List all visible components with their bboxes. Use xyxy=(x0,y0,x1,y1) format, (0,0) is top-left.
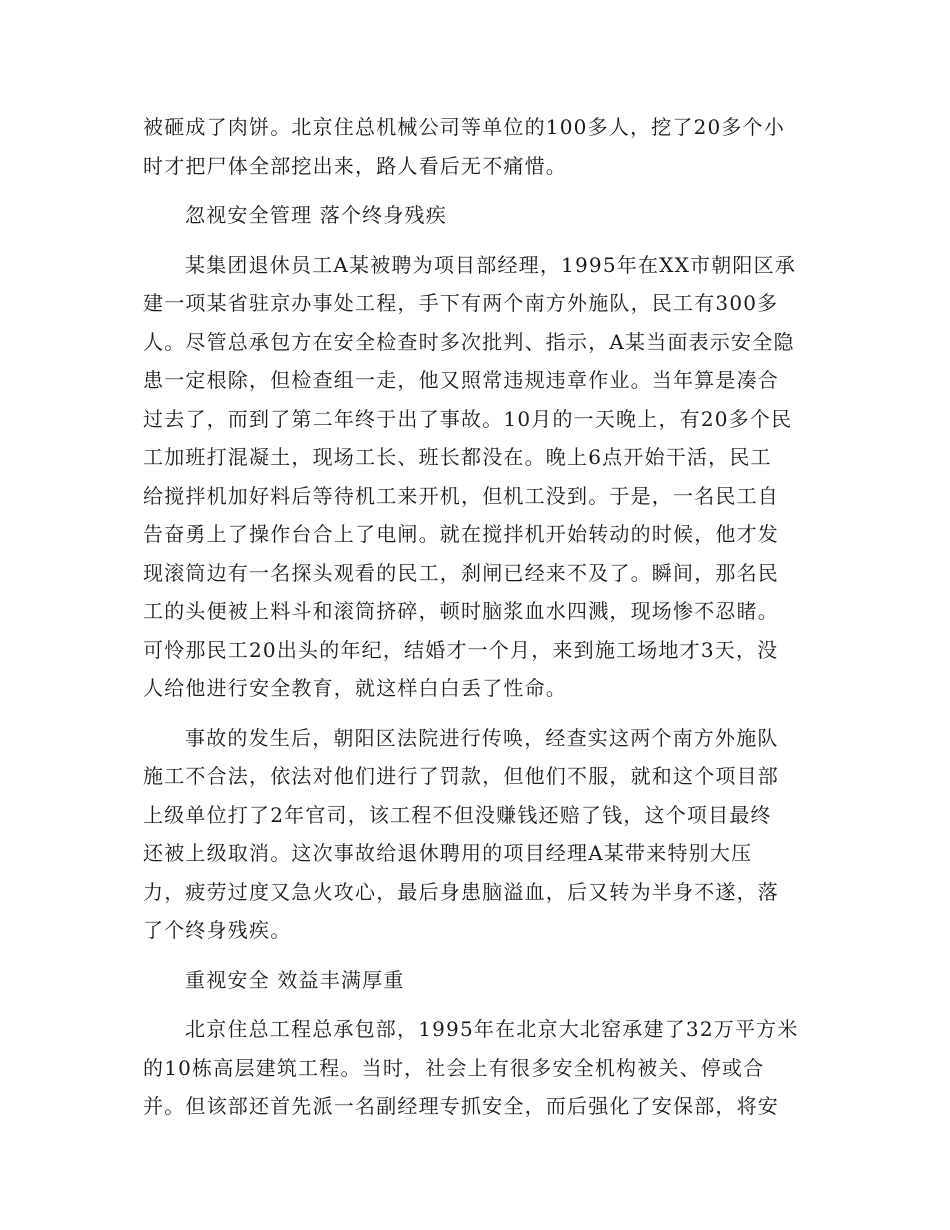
text-line: 建一项某省驻京办事处工程，手下有两个南方外施队，民工有300多 xyxy=(143,291,779,315)
text-line: 告奋勇上了操作台合上了电闸。就在搅拌机开始转动的时候，他才发 xyxy=(143,522,779,546)
text-line: 事故的发生后，朝阳区法院进行传唤，经查实这两个南方外施队 xyxy=(185,725,779,750)
paragraph-court-aftermath xyxy=(143,719,809,950)
text-line: 的10栋高层建筑工程。当时，社会上有很多安全机构被关、停或合 xyxy=(143,1055,765,1080)
text-line: 了个终身残疾。 xyxy=(143,918,292,942)
text-line: 给搅拌机加好料后等待机工来开机，但机工没到。于是，一名民工自 xyxy=(143,483,779,508)
heading-text: 忽视安全管理 落个终身残疾 xyxy=(185,203,447,227)
paragraph-accident-continuation xyxy=(143,108,809,185)
text-line: 人给他进行安全教育，就这样白白丢了性命。 xyxy=(143,676,567,700)
text-line: 时才把尸体全部挖出来，路人看后无不痛惜。 xyxy=(143,153,567,178)
text-line: 人。尽管总承包方在安全检查时多次批判、指示，A某当面表示安全隐 xyxy=(143,329,795,354)
text-line: 被砸成了肉饼。北京住总机械公司等单位的100多人，挖了20多个小 xyxy=(143,115,786,139)
text-line: 上级单位打了2年官司，该工程不但没赚钱还赔了钱，这个项目最终 xyxy=(143,802,772,827)
text-line: 患一定根除，但检查组一走，他又照常违规违章作业。当年算是凑合 xyxy=(143,368,779,392)
heading-text: 重视安全 效益丰满厚重 xyxy=(185,967,405,992)
section-heading-value-safety xyxy=(143,961,809,1000)
text-line: 施工不合法，依法对他们进行了罚款，但他们不服，就和这个项目部 xyxy=(143,764,779,788)
paragraph-mixer-accident xyxy=(143,246,809,708)
text-line: 过去了，而到了第二年终于出了事故。10月的一天晚上，有20多个民 xyxy=(143,406,793,431)
text-line: 工的头便被上料斗和滚筒挤碎，顿时脑浆血水四溅，现场惨不忍睹。 xyxy=(143,599,779,623)
text-line: 并。但该部还首先派一名副经理专抓安全，而后强化了安保部，将安 xyxy=(143,1094,779,1118)
text-line: 力，疲劳过度又急火攻心，最后身患脑溢血，后又转为半身不遂，落 xyxy=(143,879,779,904)
text-line: 现滚筒边有一名探头观看的民工，刹闸已经来不及了。瞬间，那名民 xyxy=(143,560,779,585)
text-line: 某集团退休员工A某被聘为项目部经理，1995年在XX市朝阳区承 xyxy=(185,252,797,277)
text-line: 可怜那民工20出头的年纪，结婚才一个月，来到施工场地才3天，没 xyxy=(143,637,779,662)
section-heading-neglect-safety xyxy=(143,196,809,235)
text-line: 北京住总工程总承包部，1995年在北京大北窑承建了32万平方米 xyxy=(185,1017,799,1041)
paragraph-beijing-contractor xyxy=(143,1010,809,1126)
text-line: 还被上级取消。这次事故给退休聘用的项目经理A某带来特别大压 xyxy=(143,841,753,865)
document-page xyxy=(143,108,809,1137)
text-line: 工加班打混凝土，现场工长、班长都没在。晚上6点开始干活，民工 xyxy=(143,445,772,469)
